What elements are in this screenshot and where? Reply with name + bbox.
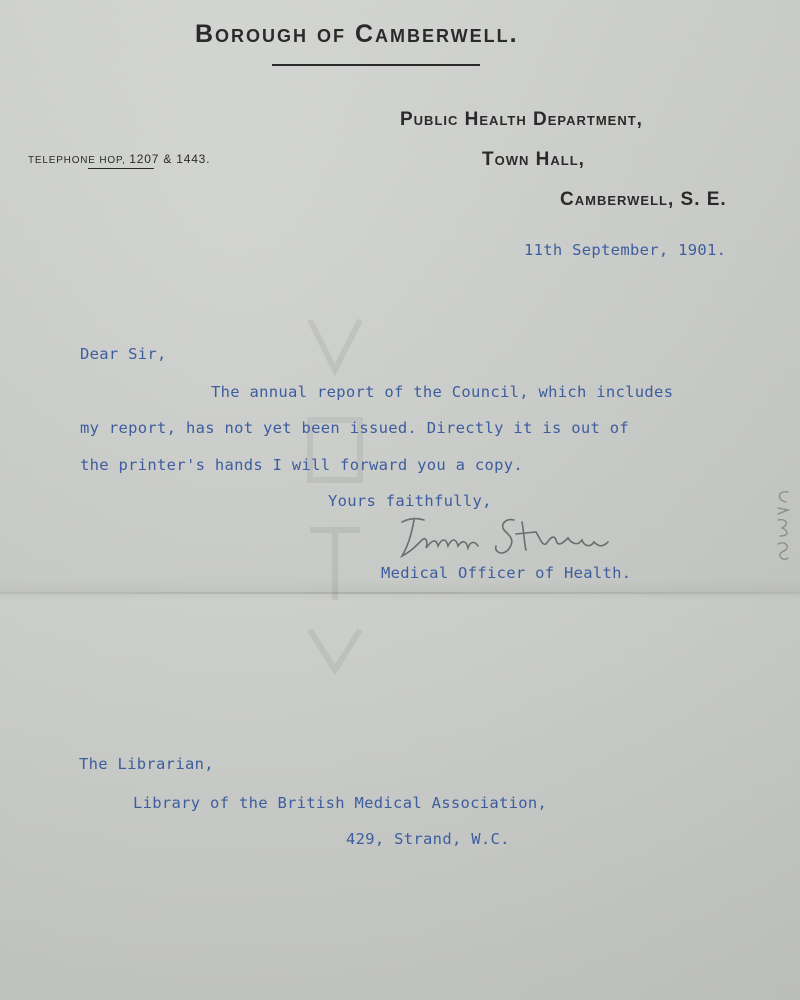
letter-closing: Yours faithfully,: [328, 492, 492, 510]
letterhead-rule: [272, 64, 480, 66]
telephone-underline: [88, 168, 154, 169]
paper-fold: [0, 592, 800, 594]
telephone-label: TELEPHONE HOP,: [28, 155, 130, 166]
letterhead-telephone: [28, 152, 210, 166]
letter-date: 11th September, 1901.: [524, 241, 727, 259]
letterhead-location: Camberwell, S. E.: [560, 189, 727, 210]
letter-body-line: my report, has not yet been issued. Directly it is out of: [80, 419, 630, 437]
signer-title: Medical Officer of Health.: [381, 564, 632, 582]
recipient-line: 429, Strand, W.C.: [346, 830, 510, 848]
recipient-line: Library of the British Medical Association,: [133, 794, 548, 812]
telephone-number: 1207 & 1443.: [129, 152, 211, 166]
letterhead-town-hall: Town Hall,: [482, 149, 585, 170]
letter-body-line: The annual report of the Council, which includes: [211, 383, 674, 401]
letterhead-borough: Borough of Camberwell.: [195, 20, 519, 48]
letter-body-line: the printer's hands I will forward you a copy.: [80, 456, 524, 474]
letterhead-department: Public Health Department,: [400, 109, 643, 130]
pencil-archive-mark: [766, 486, 796, 566]
handwritten-signature: [396, 512, 616, 562]
letter-salutation: Dear Sir,: [80, 345, 167, 363]
recipient-line: The Librarian,: [79, 755, 214, 773]
watermark-show-through: [290, 300, 380, 680]
